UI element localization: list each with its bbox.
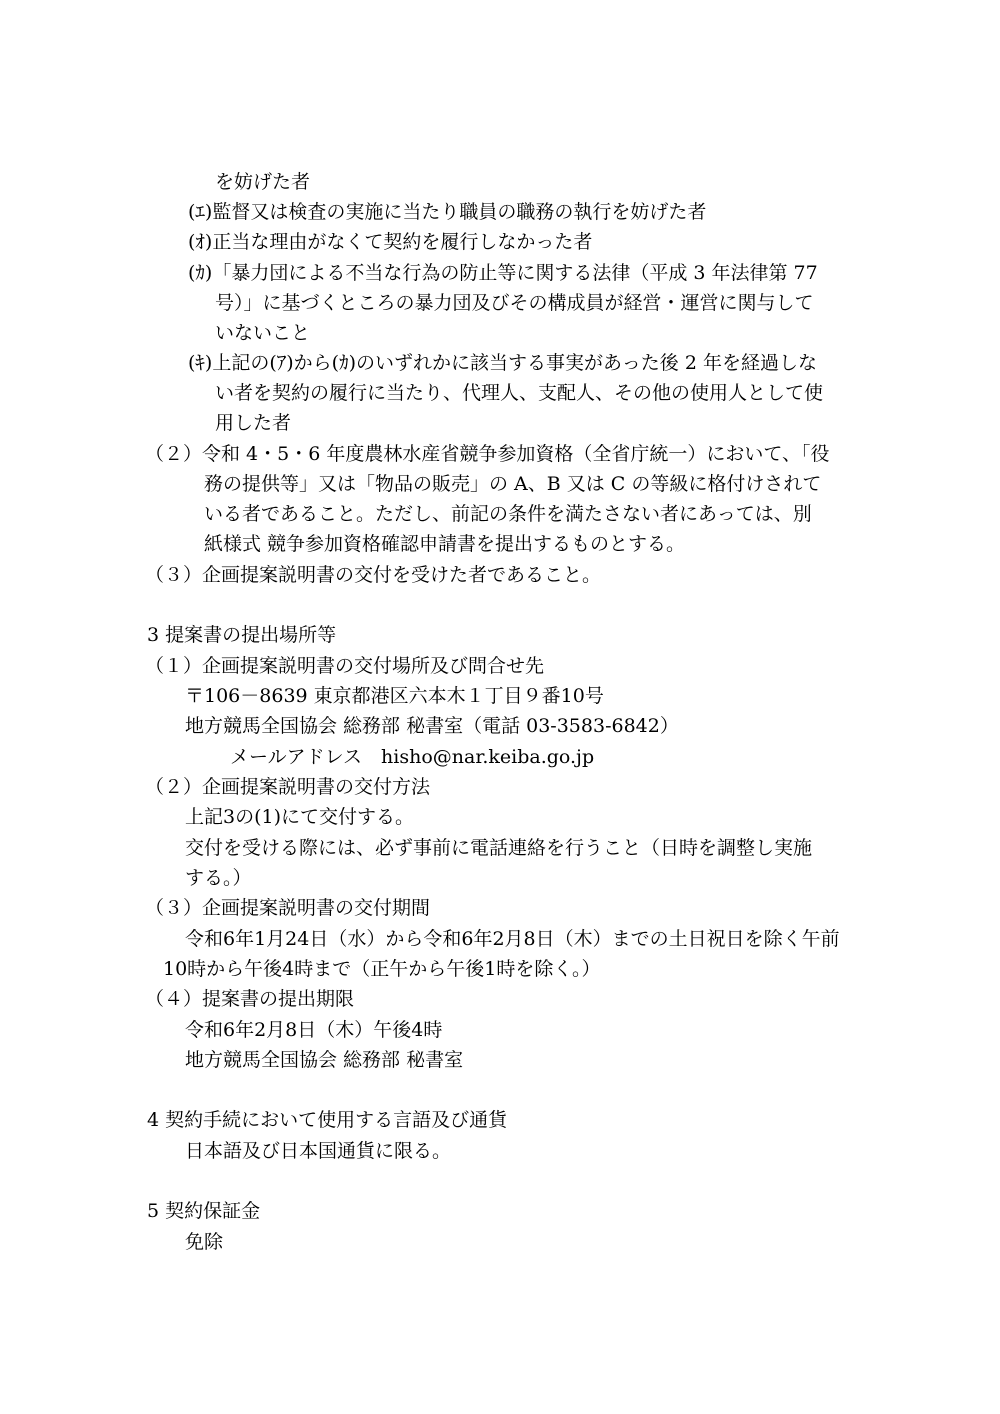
section-3-3-title: （３）企画提案説明書の交付期間 [145, 897, 431, 919]
item-2-2-line-2: 務の提供等」又は「物品の販売」の A、B 又は C の等級に格付けされて [204, 473, 822, 495]
section-3-2-line-3: する。） [185, 867, 252, 889]
item-e: (ｴ)監督又は検査の実施に当たり職員の職務の執行を妨げた者 [188, 201, 707, 223]
section-3-heading: 3 提案書の提出場所等 [147, 624, 337, 646]
section-3-4-line-1: 令和6年2月8日（木）午後4時 [185, 1019, 443, 1041]
section-3-4-line-2: 地方競馬全国協会 総務部 秘書室 [185, 1049, 464, 1071]
item-2-2-line-1: （２）令和 4・5・6 年度農林水産省競争参加資格（全省庁統一）において、「役 [145, 443, 830, 465]
item-2-2-line-4: 紙様式 競争参加資格確認申請書を提出するものとする。 [204, 533, 686, 555]
section-4-body: 日本語及び日本国通貨に限る。 [185, 1140, 452, 1162]
section-3-1-title: （１）企画提案説明書の交付場所及び問合せ先 [145, 655, 545, 677]
item-ki-line-3: 用した者 [215, 412, 292, 434]
section-5-heading: 5 契約保証金 [147, 1200, 261, 1222]
item-o: (ｵ)正当な理由がなくて契約を履行しなかった者 [188, 231, 593, 253]
section-4-heading: 4 契約手続において使用する言語及び通貨 [147, 1109, 508, 1131]
section-3-1-email: メールアドレス hisho@nar.keiba.go.jp [230, 746, 595, 768]
section-3-4-title: （４）提案書の提出期限 [145, 988, 355, 1010]
item-ki-line-2: い者を契約の履行に当たり、代理人、支配人、その他の使用人として使 [215, 382, 824, 404]
item-ki-line-1: (ｷ)上記の(ｱ)から(ｶ)のいずれかに該当する事実があった後 2 年を経過しな [188, 352, 817, 374]
section-5-body: 免除 [185, 1231, 224, 1253]
section-3-2-title: （２）企画提案説明書の交付方法 [145, 776, 431, 798]
item-i-continuation: を妨げた者 [215, 171, 311, 193]
section-3-1-address: 〒106－8639 東京都港区六本木１丁目９番10号 [185, 685, 604, 707]
section-3-1-office: 地方競馬全国協会 総務部 秘書室（電話 03-3583-6842） [185, 715, 679, 737]
section-3-2-line-2: 交付を受ける際には、必ず事前に電話連絡を行うこと（日時を調整し実施 [185, 837, 813, 859]
item-ka-line-3: いないこと [215, 322, 311, 344]
item-ka-line-2: 号）」に基づくところの暴力団及びその構成員が経営・運営に関与して [215, 292, 814, 314]
item-ka-line-1: (ｶ)「暴力団による不当な行為の防止等に関する法律（平成 3 年法律第 77 [188, 262, 818, 284]
item-2-3: （３）企画提案説明書の交付を受けた者であること。 [145, 564, 602, 586]
item-2-2-line-3: いる者であること。ただし、前記の条件を満たさない者にあっては、別 [204, 503, 812, 525]
section-3-3-line-1: 令和6年1月24日（水）から令和6年2月8日（木）までの土日祝日を除く午前 [185, 928, 840, 950]
section-3-2-line-1: 上記3の(1)にて交付する。 [185, 806, 415, 828]
section-3-3-line-2: 10時から午後4時まで（正午から午後1時を除く。） [163, 958, 601, 980]
